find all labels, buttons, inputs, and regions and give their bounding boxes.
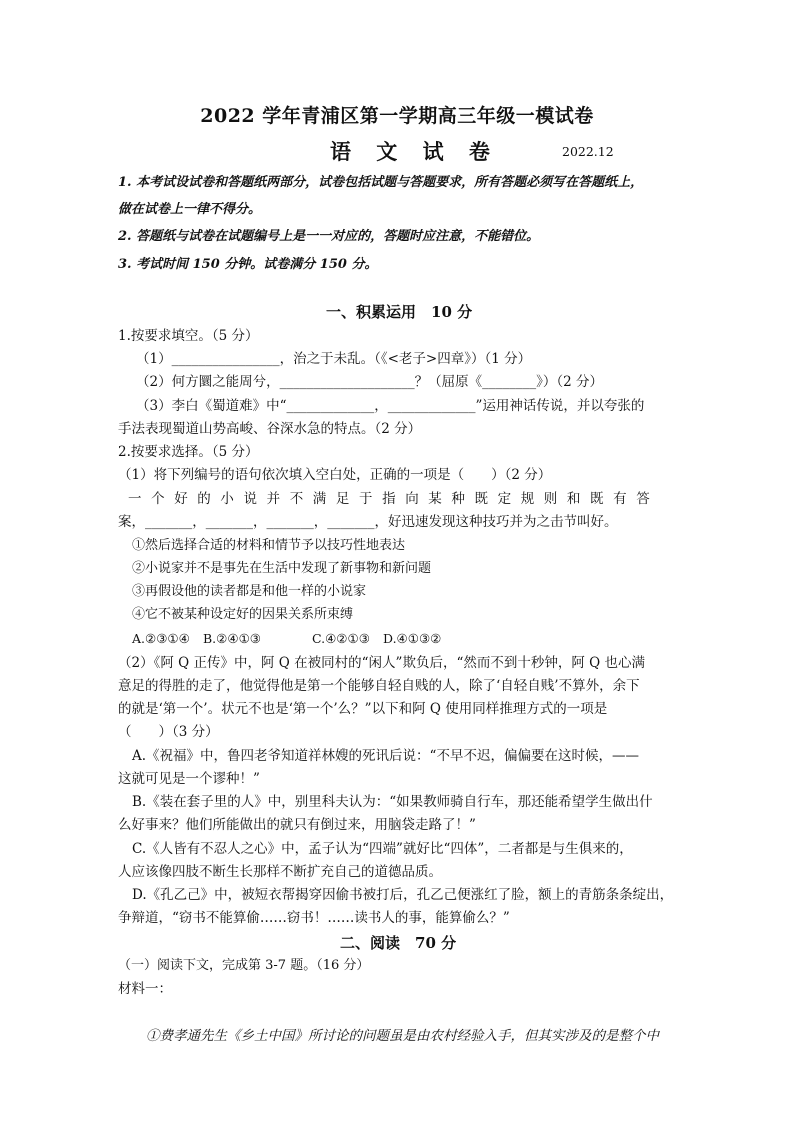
option-c-line-1: C.《人皆有不忍人之心》中，孟子认为“四端”就好比“四体”，二者都是与生俱来的， bbox=[132, 841, 633, 857]
option-d-line-2: 争辩道，“窃书不能算偷……窃书！……读书人的事，能算偷么？” bbox=[118, 910, 510, 926]
sentence-item-1: ①然后选择合适的材料和情节予以技巧性地表达 bbox=[132, 538, 406, 553]
question-2-stem: 2.按要求选择。（5 分） bbox=[118, 444, 259, 460]
question-2-sub-1-passage: 一个好的小说并不满足于指向某种既定规则和既有答 bbox=[128, 491, 660, 507]
question-2-sub-2-line-3: 的就是‘第一个’。状元不也是‘第一个’么？”以下和阿 Q 使用同样推理方式的一项是 bbox=[118, 701, 608, 717]
section-2-heading: 二、阅读 70 分 bbox=[340, 934, 457, 952]
sentence-item-4: ④它不被某种设定好的因果关系所束缚 bbox=[132, 607, 354, 622]
question-2-sub-2-line-2: 意足的得胜的走了，他觉得他是第一个能够自轻自贱的人，除了‘自轻自贱’不算外，余下 bbox=[118, 678, 640, 694]
question-1-item-3: （3）李白《蜀道难》中“_____________，_____________”运用神话传说，并以夸张的 bbox=[136, 398, 645, 414]
exam-title: 2022 学年青浦区第一学期高三年级一模试卷 bbox=[200, 105, 594, 127]
option-a-line-1: A.《祝福》中，鲁四老爷知道祥林嫂的死讯后说：“不早不迟，偏偏要在这时候，—— bbox=[132, 748, 639, 764]
sentence-item-3: ③再假设他的读者都是和他一样的小说家 bbox=[132, 584, 367, 599]
section-1-heading: 一、积累运用 10 分 bbox=[326, 303, 473, 321]
notice-line-1: 1. 本考试设试卷和答题纸两部分，试卷包括试题与答题要求，所有答题必须写在答题纸上， bbox=[118, 175, 644, 190]
notice-line-4: 3. 考试时间 150 分钟。试卷满分 150 分。 bbox=[118, 257, 378, 272]
question-2-sub-2-line-1: （2）《阿 Q 正传》中，阿 Q 在被同村的“闲人”欺负后，“然而不到十秒钟，阿 Q 也心满 bbox=[118, 655, 645, 671]
sentence-item-2: ②小说家并不是事先在生活中发现了新事物和新问题 bbox=[132, 561, 432, 576]
option-b-line-2: 么好事来？他们所能做出的就只有倒过来，用脑袋走路了！” bbox=[118, 817, 476, 833]
reading-part-1-stem: （一）阅读下文，完成第 3-7 题。（16 分） bbox=[118, 958, 370, 973]
question-2-sub-1-passage-cont: 案，_______，_______，_______，_______，好迅速发现这种技巧并为之击节叫好。 bbox=[118, 514, 618, 530]
question-2-sub-2-line-4: （ ）（3 分） bbox=[118, 724, 219, 740]
choice-b: B.②④①③ bbox=[203, 631, 261, 646]
choice-a: A.②③①④ bbox=[132, 631, 190, 646]
option-d-line-1: D.《孔乙己》中，被短衣帮揭穿因偷书被打后，孔乙己便涨红了脸，额上的青筋条条绽出， bbox=[132, 887, 674, 903]
material-label: 材料一： bbox=[118, 981, 172, 997]
choice-d: D.④①③② bbox=[383, 631, 442, 646]
option-a-line-2: 这就可见是一个谬种！” bbox=[118, 771, 260, 787]
question-1-item-2: （2）何方圜之能周兮，____________________？（屈原《________》）（2 分） bbox=[136, 374, 603, 390]
question-1-item-3-cont: 手法表现蜀道山势高峻、谷深水急的特点。（2 分） bbox=[118, 421, 422, 437]
choice-c: C.④②①③ bbox=[312, 631, 370, 646]
exam-subtitle: 语 文 试 卷 bbox=[330, 139, 499, 164]
question-1-stem: 1.按要求填空。（5 分） bbox=[118, 328, 259, 344]
notice-line-2: 做在试卷上一律不得分。 bbox=[118, 202, 262, 217]
question-1-item-1: （1）________________，治之于未乱。（《<老子>四章》）（1 分） bbox=[136, 351, 532, 367]
option-b-line-1: B.《装在套子里的人》中，别里科夫认为：“如果教师骑自行车，那还能希望学生做出什 bbox=[132, 794, 653, 810]
exam-date: 2022.12 bbox=[562, 144, 614, 159]
notice-line-3: 2. 答题纸与试卷在试题编号上是一一对应的，答题时应注意，不能错位。 bbox=[118, 229, 540, 244]
option-c-line-2: 人应该像四肢不断生长那样不断扩充自己的道德品质。 bbox=[118, 864, 442, 880]
question-2-sub-1-stem: （1）将下列编号的语句依次填入空白处，正确的一项是（ ）（2 分） bbox=[118, 467, 552, 483]
material-paragraph-1: ①费孝通先生《乡土中国》所讨论的问题虽是由农村经验入手，但其实涉及的是整个中 bbox=[146, 1028, 659, 1044]
